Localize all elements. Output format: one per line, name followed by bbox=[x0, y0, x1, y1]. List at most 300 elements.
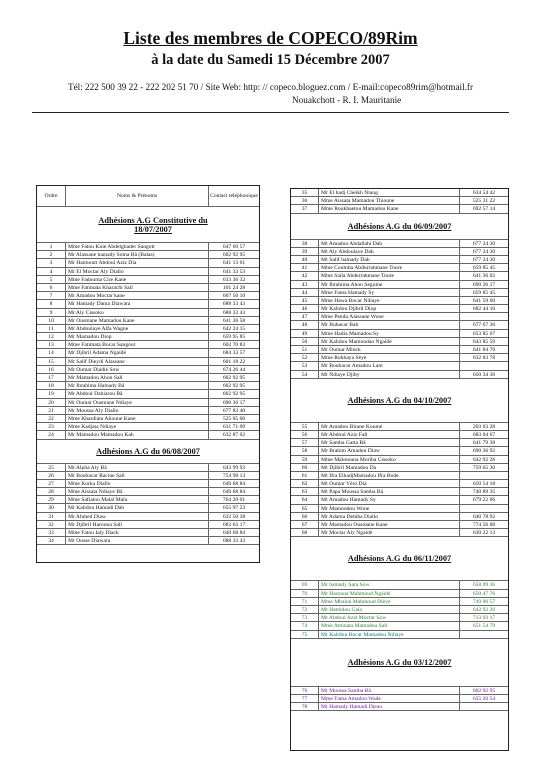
member-phone: 601 18 22 bbox=[222, 358, 246, 365]
member-number: 47 bbox=[291, 313, 319, 320]
member-list bbox=[291, 581, 508, 638]
table-row bbox=[291, 529, 508, 537]
member-phone: 632 87 02 bbox=[222, 432, 246, 439]
table-row bbox=[291, 289, 508, 297]
header-noms: Noms & Prénoms bbox=[66, 186, 209, 206]
table-row bbox=[291, 248, 508, 256]
member-number: 57 bbox=[291, 439, 319, 446]
table-row bbox=[291, 297, 508, 305]
member-phone: 653 85 07 bbox=[472, 330, 496, 337]
member-phone: 679 22 06 bbox=[472, 497, 496, 504]
table-row bbox=[37, 366, 259, 374]
member-number: 9 bbox=[37, 309, 66, 316]
member-number: 74 bbox=[291, 622, 319, 629]
member-number: 26 bbox=[37, 472, 66, 479]
member-phone: 640 68 84 bbox=[222, 530, 246, 536]
member-phone: 631 71 09 bbox=[222, 424, 246, 431]
table-row bbox=[37, 415, 259, 423]
member-name: Mr El Moctar Aly Diallo bbox=[66, 268, 209, 275]
member-name: Mr Ibrahima Hamady Bâ bbox=[66, 382, 209, 389]
member-number: 24 bbox=[37, 431, 66, 438]
table-row bbox=[291, 614, 508, 622]
member-number: 72 bbox=[291, 606, 319, 613]
member-name: Mr Djibril Harouna Sall bbox=[66, 521, 209, 528]
member-name: Mr Kalidou Djibril Diop bbox=[319, 305, 460, 312]
member-number: 52 bbox=[291, 354, 319, 361]
member-name: Mr Ousmane Mamadou Kane bbox=[66, 317, 209, 324]
member-number: 78 bbox=[291, 703, 319, 710]
member-phone: 764 20 01 bbox=[222, 497, 246, 504]
member-phone: 688 33 43 bbox=[222, 301, 246, 308]
table-row bbox=[37, 496, 259, 504]
member-number: 53 bbox=[291, 362, 319, 369]
member-phone: 640 68 84 bbox=[222, 489, 246, 496]
member-number: 43 bbox=[291, 281, 319, 288]
member-name: Mme Coumba Abdurrahmane Toure bbox=[319, 264, 460, 271]
member-name: Mr Moussa Samba Bâ bbox=[319, 687, 460, 694]
table-row bbox=[37, 521, 259, 529]
table-row bbox=[291, 456, 508, 464]
member-phone: 759 65 30 bbox=[472, 464, 496, 471]
member-phone bbox=[460, 703, 508, 710]
table-row bbox=[291, 606, 508, 614]
member-phone: 642 24 15 bbox=[222, 325, 246, 332]
table-row bbox=[291, 439, 508, 447]
member-name: Mr Boubacar Amadou Lam bbox=[319, 362, 460, 369]
member-phone: 650 47 76 bbox=[472, 590, 496, 597]
table-row bbox=[291, 598, 508, 606]
table-row bbox=[291, 521, 508, 529]
member-name: Mme Khardiata Alioune Kane bbox=[66, 415, 209, 422]
member-name: Mme Rokhaya Sèye bbox=[319, 354, 460, 361]
table-row bbox=[291, 305, 508, 313]
member-phone: 690 36 17 bbox=[222, 399, 246, 406]
member-number: 59 bbox=[291, 456, 319, 463]
member-name: Mr Ibrahima Ahon Seguine bbox=[319, 281, 460, 288]
member-number: 76 bbox=[291, 687, 319, 694]
member-phone bbox=[460, 631, 508, 638]
member-name: Mr Oumar Yéro Dia bbox=[319, 480, 460, 487]
member-phone: 640 68 84 bbox=[222, 480, 246, 487]
member-number: 30 bbox=[37, 504, 66, 511]
member-phone: 692 57 14 bbox=[472, 206, 496, 213]
member-name: Mr Ousse Diawara bbox=[66, 537, 209, 544]
member-number: 67 bbox=[291, 521, 319, 528]
member-name: Mr Hamady Dama Diawara bbox=[66, 300, 209, 307]
table-row bbox=[37, 259, 259, 267]
member-number: 58 bbox=[291, 447, 319, 454]
member-name: Mme Roukhaetou Mamadou Kane bbox=[319, 205, 460, 212]
member-number: 1 bbox=[37, 243, 66, 250]
member-name: Mme Pendu Alassane Wone bbox=[319, 313, 460, 320]
member-phone: 677 24 30 bbox=[472, 248, 496, 255]
member-name: Mr Hamady Hamadi Djeau bbox=[319, 703, 460, 710]
member-name: Mr Adama Demba Diallo bbox=[319, 513, 460, 520]
table-row bbox=[291, 321, 508, 329]
table-row bbox=[291, 346, 508, 354]
member-name: Mr Papa Moussa Samba Bâ bbox=[319, 488, 460, 495]
table-row bbox=[291, 687, 508, 695]
member-number: 45 bbox=[291, 297, 319, 304]
member-phone: 602 92 95 bbox=[222, 375, 246, 381]
member-name: Mr Amadou Birane Koumé bbox=[319, 423, 460, 430]
table-row bbox=[37, 333, 259, 341]
member-name: Mr Abdoul Dahiarou Bâ bbox=[66, 390, 209, 397]
member-number: 23 bbox=[37, 423, 66, 430]
member-name: Mr Abdoulaye Alfa Wagne bbox=[66, 325, 209, 332]
member-name: Mr Amadou Moctar kane bbox=[66, 292, 209, 299]
member-phone: 634 54 42 bbox=[472, 190, 496, 196]
member-name: Mme Hadia Mamadou Sy bbox=[319, 330, 460, 337]
member-name: Mr Alassane hamady Soma Bâ (Balas) bbox=[66, 251, 209, 258]
table-row bbox=[291, 197, 508, 205]
section-title-ag-06-11: Adhésions A.G du 06/11/2007 bbox=[291, 537, 508, 581]
member-name: Mr Moussa Aly Diallo bbox=[66, 407, 209, 414]
member-name: Mr Mamadou Ahon Sall bbox=[66, 374, 209, 381]
table-row bbox=[291, 513, 508, 521]
member-number: 11 bbox=[37, 325, 66, 332]
member-number: 62 bbox=[291, 480, 319, 487]
member-number: 77 bbox=[291, 695, 319, 702]
member-phone: 740 89 35 bbox=[472, 489, 496, 496]
member-name: Mme Safiatou Malal Mala bbox=[66, 496, 209, 503]
member-phone: 647 69 57 bbox=[222, 244, 246, 250]
table-row bbox=[291, 354, 508, 362]
member-number: 12 bbox=[37, 333, 66, 340]
header-divider bbox=[32, 112, 509, 113]
member-number: 19 bbox=[37, 390, 66, 397]
table-row bbox=[37, 358, 259, 366]
member-phone: 641 36 58 bbox=[222, 317, 246, 324]
members-table-left bbox=[36, 185, 260, 563]
member-number: 75 bbox=[291, 631, 319, 638]
member-name: Mr Mamadou Ousmane Kane bbox=[319, 521, 460, 528]
table-row bbox=[37, 243, 259, 251]
member-phone: 101 24 28 bbox=[222, 284, 246, 291]
member-number: 5 bbox=[37, 276, 66, 283]
member-number: 3 bbox=[37, 259, 66, 266]
member-phone: 774 56 88 bbox=[472, 522, 496, 528]
table-row bbox=[37, 325, 259, 333]
member-name: Mme Hawa Bocar Ndiaye bbox=[319, 297, 460, 304]
table-row bbox=[37, 423, 259, 431]
table-row bbox=[291, 581, 508, 589]
member-number: 8 bbox=[37, 300, 66, 307]
member-name: Mr Haimoutt Abdoul Aziz Dia bbox=[66, 259, 209, 266]
member-name: Mr Oumar Diadié Sow bbox=[66, 366, 209, 373]
member-name: Mr Salif hamady Dah bbox=[319, 256, 460, 263]
member-phone: 525 31 22 bbox=[472, 198, 496, 205]
member-name: Mme Fama Hamady Sy bbox=[319, 289, 460, 296]
member-phone: 677 24 30 bbox=[472, 256, 496, 263]
table-row bbox=[291, 189, 508, 197]
member-name: Mr Abdoul Aziz Moctar Sow bbox=[319, 614, 460, 621]
table-row bbox=[291, 480, 508, 488]
table-row bbox=[291, 423, 508, 431]
member-phone: 641 36 02 bbox=[472, 273, 496, 280]
member-name: Mr El hadj Cheikh Niang bbox=[319, 189, 460, 196]
member-phone: 630 22 13 bbox=[472, 530, 496, 537]
member-phone: 674 26 44 bbox=[222, 366, 246, 373]
contact-line: Tél: 222 500 39 22 - 222 202 51 70 / Site Web: http: // copeco.bloguez.com / E-mail:copeco89rim@hotmail.fr bbox=[67, 82, 474, 92]
member-number: 25 bbox=[37, 464, 66, 471]
member-phone: 688 33 43 bbox=[222, 538, 246, 545]
member-phone: 602 92 95 bbox=[222, 391, 246, 398]
member-phone: 602 92 95 bbox=[222, 383, 246, 390]
member-phone: 602 70 83 bbox=[222, 342, 246, 349]
table-row bbox=[291, 264, 508, 272]
member-name: Mme Korka Diallo bbox=[66, 480, 209, 487]
member-number: 63 bbox=[291, 488, 319, 495]
member-name: Mme Fatou Kiné Abdelghader Sangott bbox=[66, 243, 209, 250]
table-header bbox=[37, 186, 259, 207]
member-name: Mr Mamoudou Wone bbox=[319, 505, 460, 512]
table-row bbox=[291, 472, 508, 480]
member-number: 68 bbox=[291, 529, 319, 536]
member-name: Mr Aly Cissoko bbox=[66, 309, 209, 316]
member-phone: 651 54 79 bbox=[472, 623, 496, 630]
header-contact: Contact téléphonique bbox=[210, 193, 258, 199]
member-number: 33 bbox=[37, 529, 66, 536]
member-number: 31 bbox=[37, 513, 66, 520]
member-name: Mr Aly Abdoulaye Dah bbox=[319, 248, 460, 255]
member-number: 69 bbox=[291, 581, 319, 588]
members-table-right bbox=[290, 188, 509, 751]
member-list bbox=[291, 687, 508, 712]
member-phone: 659 85 45 bbox=[472, 289, 496, 296]
table-row bbox=[37, 529, 259, 537]
member-name: Mr Boubacar Racine Sall bbox=[66, 472, 209, 479]
member-phone: 690 36 92 bbox=[472, 448, 496, 455]
table-row bbox=[37, 341, 259, 349]
member-phone: 683 04 67 bbox=[472, 431, 496, 438]
member-number: 29 bbox=[37, 496, 66, 503]
member-number: 22 bbox=[37, 415, 66, 422]
member-number: 48 bbox=[291, 321, 319, 328]
member-number: 4 bbox=[37, 268, 66, 275]
member-number: 55 bbox=[291, 423, 319, 430]
member-number: 27 bbox=[37, 480, 66, 487]
member-name: Mr Mamadou Mamadou Kah bbox=[66, 431, 209, 438]
member-number: 18 bbox=[37, 382, 66, 389]
member-name: Mr Moctar Aly Ngaïdé bbox=[319, 529, 460, 536]
city-line: Nouakchott - R. I. Mauritanie bbox=[292, 95, 402, 105]
member-phone bbox=[460, 505, 508, 512]
member-phone: 677 83 40 bbox=[222, 407, 246, 414]
member-phone: 655 97 23 bbox=[222, 505, 246, 512]
member-phone: 641 59 60 bbox=[472, 297, 496, 304]
member-name: Mme Mbaloé Mahmoud Dièye bbox=[319, 598, 460, 605]
member-name: Mr Salif Dieydi Alassane bbox=[66, 358, 209, 365]
member-name: Mr Amadou Hamady Sy bbox=[319, 496, 460, 503]
table-row bbox=[37, 537, 259, 545]
member-phone: 754 98 13 bbox=[222, 472, 246, 479]
member-number: 10 bbox=[37, 317, 66, 324]
member-number: 2 bbox=[37, 251, 66, 258]
member-list bbox=[37, 464, 259, 546]
member-name: Mr Djibril Adama Ngaïdé bbox=[66, 349, 209, 356]
member-name: Mr Samba Gatta Bâ bbox=[319, 439, 460, 446]
table-row bbox=[37, 292, 259, 300]
member-name: Mr Ahmed Diaw bbox=[66, 513, 209, 520]
table-row bbox=[291, 338, 508, 346]
member-name: Mme Kadjata Ndiaye bbox=[66, 423, 209, 430]
member-phone bbox=[460, 313, 508, 320]
member-phone: 749 96 57 bbox=[472, 598, 496, 605]
member-number: 34 bbox=[37, 537, 66, 544]
member-name: Mme Saïla Abderrahmane Toure bbox=[319, 272, 460, 279]
member-number: 65 bbox=[291, 505, 319, 512]
table-row bbox=[37, 300, 259, 308]
table-row bbox=[37, 399, 259, 407]
member-number: 56 bbox=[291, 431, 319, 438]
table-row bbox=[291, 330, 508, 338]
section-title-ag-06-08: Adhésions A.G du 06/08/2007 bbox=[37, 440, 259, 464]
member-name: Mr Oumar Ousmane Ndiaye bbox=[66, 399, 209, 406]
member-name: Mr Abdoul Aziz Fall bbox=[319, 431, 460, 438]
member-phone: 655 20 54 bbox=[472, 695, 496, 702]
member-name: Mr Mamadou Diop bbox=[66, 333, 209, 340]
member-number: 73 bbox=[291, 614, 319, 621]
member-name: Mr Kalidou Mamoudao Ngaïdé bbox=[319, 338, 460, 345]
member-phone: 633 36 32 bbox=[222, 276, 246, 283]
member-number: 49 bbox=[291, 330, 319, 337]
member-number: 64 bbox=[291, 496, 319, 503]
member-phone: 684 33 57 bbox=[222, 350, 246, 357]
member-number: 15 bbox=[37, 358, 66, 365]
table-row bbox=[291, 631, 508, 639]
table-row bbox=[37, 349, 259, 357]
table-row bbox=[37, 504, 259, 512]
table-row bbox=[37, 407, 259, 415]
table-row bbox=[37, 284, 259, 292]
member-phone: 641 13 61 bbox=[222, 260, 246, 267]
member-number: 40 bbox=[291, 256, 319, 263]
table-row bbox=[291, 281, 508, 289]
table-row bbox=[291, 272, 508, 280]
member-number: 38 bbox=[291, 240, 319, 247]
member-name: Mme Fatou Ialy Diack bbox=[66, 529, 209, 536]
table-row bbox=[37, 276, 259, 284]
member-number: 28 bbox=[37, 488, 66, 495]
table-row bbox=[37, 488, 259, 496]
table-row bbox=[291, 205, 508, 213]
member-phone: 677 67 36 bbox=[472, 322, 496, 329]
section-title-ag-constitutive: Adhésions A.G Constitutive du 18/07/2007 bbox=[37, 207, 259, 243]
table-row bbox=[291, 431, 508, 439]
member-number: 39 bbox=[291, 248, 319, 255]
member-phone: 602 92 95 bbox=[222, 252, 246, 259]
member-phone: 659 95 85 bbox=[222, 334, 246, 341]
member-name: Mr Hamidou Gaïo bbox=[319, 606, 460, 613]
member-number: 50 bbox=[291, 338, 319, 345]
member-name: Mr Bubacar Bah bbox=[319, 321, 460, 328]
member-name: Mme Fatimata Bocar Sangout bbox=[66, 341, 209, 348]
member-number: 13 bbox=[37, 341, 66, 348]
member-name: Mr Djibril Mamadou Da bbox=[319, 464, 460, 471]
table-row bbox=[291, 362, 508, 370]
table-row bbox=[291, 496, 508, 504]
member-name: Mme Fatimata Kharachi Sall bbox=[66, 284, 209, 291]
member-number: 35 bbox=[291, 189, 319, 196]
member-number: 36 bbox=[291, 197, 319, 204]
table-row bbox=[37, 431, 259, 439]
member-name: Mr Oumar Minck bbox=[319, 346, 460, 353]
table-row bbox=[291, 464, 508, 472]
member-name: Mr Kalidou Hamadi Dah bbox=[66, 504, 209, 511]
member-phone: 607 50 10 bbox=[222, 293, 246, 300]
member-phone: 641 33 53 bbox=[222, 268, 246, 275]
member-name: Mr Kalidou Bocar Mamadou Ndiaye bbox=[319, 631, 460, 638]
document-title: Liste des membres de COPECO/89Rim bbox=[123, 28, 418, 48]
member-phone: 643 99 93 bbox=[222, 464, 246, 471]
member-number: 70 bbox=[291, 590, 319, 597]
table-row bbox=[37, 268, 259, 276]
member-phone: 650 34 36 bbox=[472, 371, 496, 378]
table-row bbox=[291, 240, 508, 248]
member-name: Mme Fama Amadou Wade bbox=[319, 695, 460, 702]
member-number: 66 bbox=[291, 513, 319, 520]
member-name: Mme Fadouma Cire Kane bbox=[66, 276, 209, 283]
table-row bbox=[37, 513, 259, 521]
table-row bbox=[37, 390, 259, 398]
member-phone: 690 26 17 bbox=[472, 281, 496, 288]
member-number: 6 bbox=[37, 284, 66, 291]
member-name: Mr Harouna Mahmoud Ngaïdé bbox=[319, 590, 460, 597]
member-phone: 642 92 26 bbox=[472, 606, 496, 613]
member-name: Mr hamady Sara Sow bbox=[319, 581, 460, 588]
member-phone: 688 33 43 bbox=[222, 309, 246, 316]
member-number: 21 bbox=[37, 407, 66, 414]
table-row bbox=[291, 590, 508, 598]
member-number: 44 bbox=[291, 289, 319, 296]
table-row bbox=[37, 382, 259, 390]
member-phone: 641 79 38 bbox=[472, 440, 496, 447]
member-phone: 525 05 06 bbox=[222, 415, 246, 422]
member-number: 32 bbox=[37, 521, 66, 528]
member-phone: 713 03 17 bbox=[472, 615, 496, 622]
section-title-ag-04-10: Adhésions A.G du 04/10/2007 bbox=[291, 379, 508, 423]
member-number: 16 bbox=[37, 366, 66, 373]
member-phone: 640 78 92 bbox=[472, 513, 496, 520]
section-title-ag-03-12: Adhésions A.G du 03/12/2007 bbox=[291, 639, 508, 687]
member-phone: 643 85 59 bbox=[472, 338, 496, 345]
table-row bbox=[291, 313, 508, 321]
member-number: 46 bbox=[291, 305, 319, 312]
member-phone: 677 24 30 bbox=[472, 240, 496, 247]
member-number: 17 bbox=[37, 374, 66, 381]
table-row bbox=[37, 464, 259, 472]
member-phone: 659 85 45 bbox=[472, 265, 496, 272]
member-list bbox=[291, 423, 508, 538]
table-row bbox=[291, 256, 508, 264]
member-name: Mr Ndiaye Djiby bbox=[319, 371, 460, 378]
member-name: Mr Brahim Amadou Diaw bbox=[319, 447, 460, 454]
member-number: 41 bbox=[291, 264, 319, 271]
member-list bbox=[37, 243, 259, 440]
member-phone: 632 83 78 bbox=[472, 355, 496, 362]
table-row bbox=[291, 505, 508, 513]
member-phone: 641 84 70 bbox=[472, 347, 496, 353]
table-row bbox=[291, 695, 508, 703]
member-phone: 683 63 17 bbox=[222, 521, 246, 528]
member-phone: 682 44 16 bbox=[472, 306, 496, 313]
member-phone: 602 92 95 bbox=[472, 687, 496, 694]
member-phone: 658 09 36 bbox=[472, 582, 496, 589]
member-number: 42 bbox=[291, 272, 319, 279]
member-number: 54 bbox=[291, 371, 319, 378]
header-ordre: Ordre bbox=[37, 186, 66, 206]
